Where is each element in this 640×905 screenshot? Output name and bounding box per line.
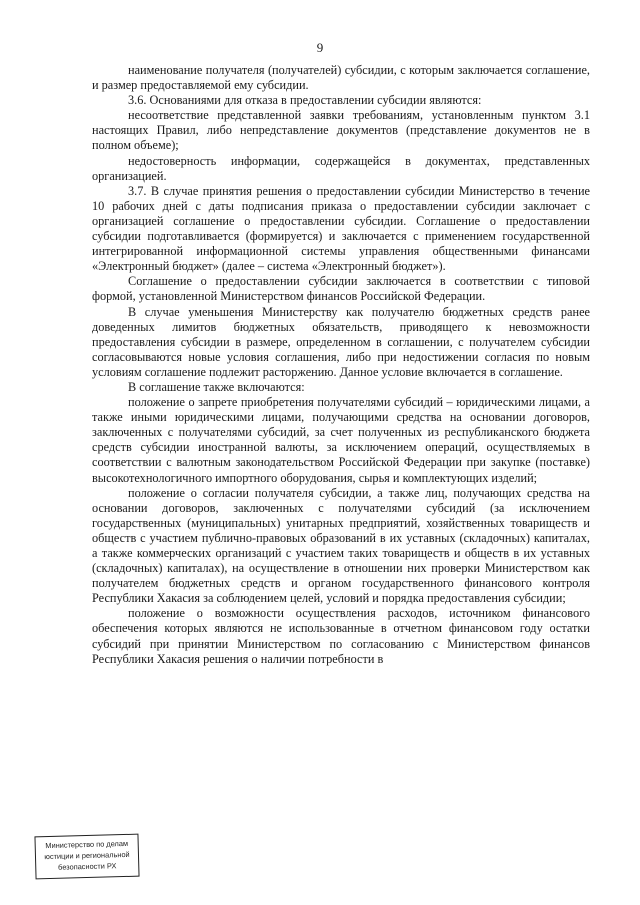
ministry-stamp — [34, 834, 139, 880]
paragraph: положение о возможности осуществления расходов, источником финансового обеспечения которых являются не использованные в отчетном финансовом году остатки субсидий при принятии Министерством по согласованию с Министерством финансов Республики Хакасия решения о наличии потребности в — [92, 606, 590, 666]
paragraph: несоответствие представленной заявки требованиям, установленным пунктом 3.1 настоящих Правил, либо непредставление документов (представление документов не в полном объеме); — [92, 108, 590, 153]
paragraph: положение о запрете приобретения получателями субсидий – юридическими лицами, а также иными юридическими лицами, получающими средства на основании договоров, заключенных с получателями субсидий, за счет полученных из республиканского бюджета средств субсидии иностранной валюты, за исключением операций, осуществляемых в соответствии с валютным законодательством Российской Федерации при закупке (поставке) высокотехнологичного импортного оборудования, сырья и комплектующих изделий; — [92, 395, 590, 485]
paragraph: 3.7. В случае принятия решения о предоставлении субсидии Министерство в течение 10 рабочих дней с даты подписания приказа о предоставлении субсидии заключает с организацией соглашение о предоставлении субсидии. Соглашение о предоставлении субсидии подготавливается (формируется) и заключается с применением государственной интегрированной информационной системы управления общественными финансами «Электронный бюджет» (далее – система «Электронный бюджет»). — [92, 183, 590, 274]
paragraph: недостоверность информации, содержащейся в документах, представленных организацией. — [92, 153, 590, 183]
paragraph: В соглашение также включаются: — [128, 379, 305, 394]
paragraph: Соглашение о предоставлении субсидии заключается в соответствии с типовой формой, установленной Министерством финансов Российской Федерации. — [92, 274, 590, 304]
paragraph: 3.6. Основаниями для отказа в предоставлении субсидии являются: — [128, 93, 482, 108]
paragraph: В случае уменьшения Министерству как получателю бюджетных средств ранее доведенных лимитов бюджетных обязательств, приводящего к невозможности предоставления субсидии в размере, определенном в соглашении, с получателем субсидии согласовываются новые условия соглашения, либо при недостижении согласия по новым условиям соглашение подлежит расторжению. Данное условие включается в соглашение. — [92, 304, 590, 379]
stamp-line: безопасности РХ — [57, 861, 117, 872]
paragraph: положение о согласии получателя субсидии, а также лиц, получающих средства на основании договоров, заключенных с получателями субсидий (за исключением государственных (муниципальных) унитарных предприятий, хозяйственных товариществ и обществ с участием публично-правовых образований в их уставных (складочных) капиталах, а также коммерческих организаций с участием таких товариществ и обществ в их уставных (складочных) капиталах), на осуществление в отношении них проверки Министерством как получателем бюджетных средств и органом государственного финансового контроля Республики Хакасия за соблюдением целей, условий и порядка предоставления субсидии; — [92, 485, 590, 606]
document-body — [92, 63, 590, 667]
stamp-line: юстиции и региональной — [44, 849, 130, 862]
paragraph: наименование получателя (получателей) субсидии, с которым заключается соглашение, и размер предоставляемой ему субсидии. — [92, 63, 590, 93]
stamp-line: Министерство по делам — [45, 838, 129, 851]
page-number: 9 — [316, 40, 324, 55]
